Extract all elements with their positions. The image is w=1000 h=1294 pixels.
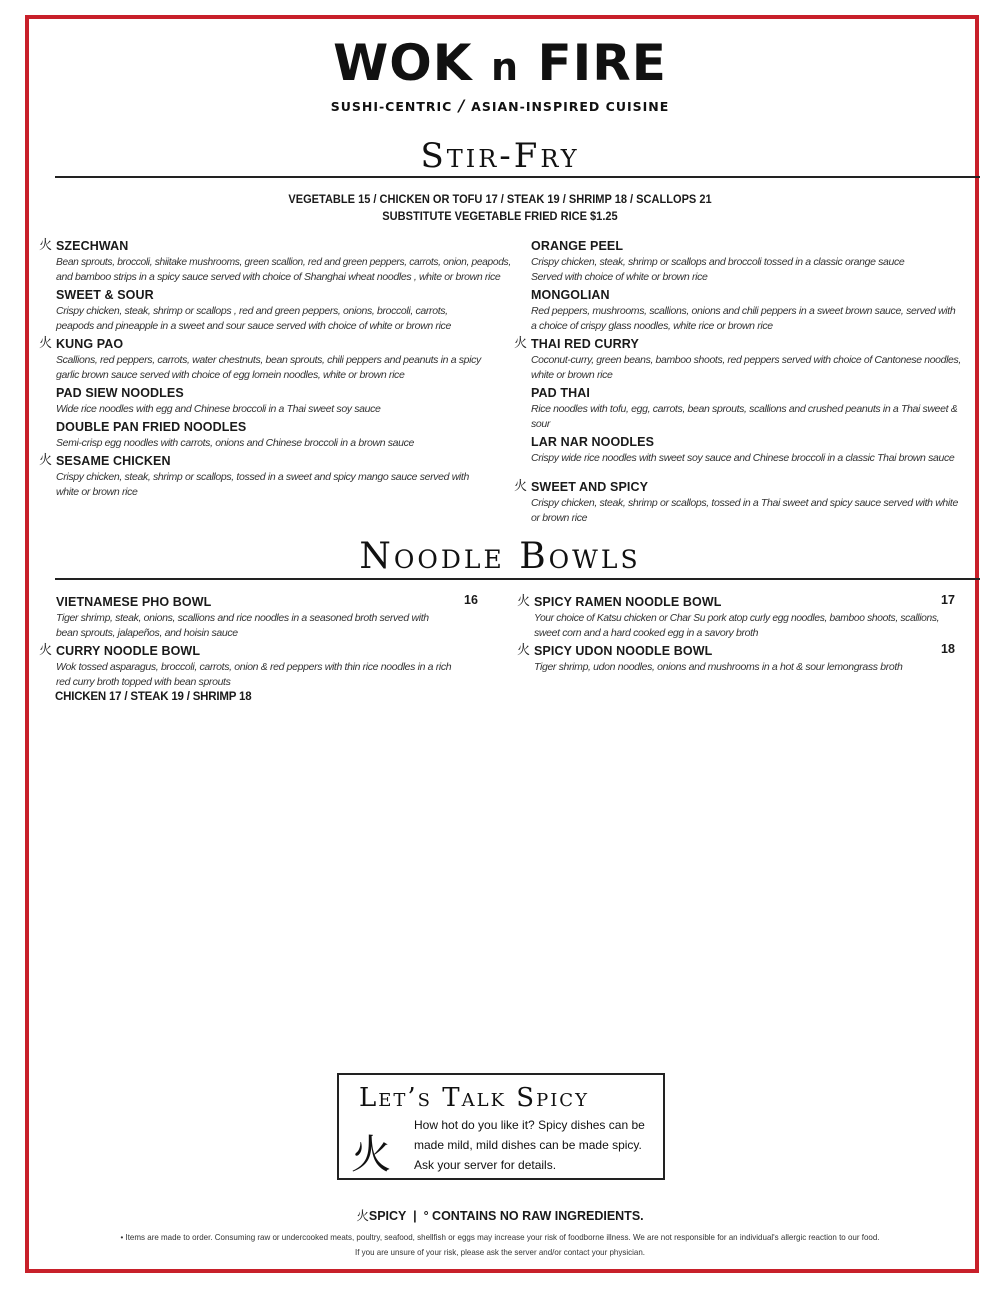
menu-item-description: Crispy wide rice noodles with sweet soy sauce and Chinese broccoli in a classic Thai brown sauce	[531, 452, 955, 464]
menu-item-name: SZECHWAN	[56, 239, 129, 253]
menu-item-description: sweet corn and a hard cooked egg in a savory broth	[534, 627, 759, 639]
menu-item-description: Your choice of Katsu chicken or Char Su pork atop curly egg noodles, bamboo shoots, scallions,	[534, 612, 940, 624]
menu-item	[531, 384, 961, 432]
menu-item-name: SPICY UDON NOODLE BOWL	[534, 644, 713, 658]
menu-item-description: Crispy chicken, steak, shrimp or scallops , red and green peppers, onions, broccoli, carrots,	[56, 305, 448, 317]
menu-item-description: white or brown rice	[56, 486, 138, 498]
menu-item-name: VIETNAMESE PHO BOWL	[56, 595, 212, 609]
curry-addons: CHICKEN 17 / STEAK 19 / SHRIMP 18	[55, 691, 252, 703]
menu-item-description: Semi-crisp egg noodles with carrots, onions and Chinese broccoli in a brown sauce	[56, 437, 415, 449]
menu-item-description: Crispy chicken, steak, shrimp or scallops, tossed in a sweet and spicy mango sauce served with	[56, 471, 469, 483]
menu-item	[531, 286, 961, 334]
spicy-box-title: Let’s Talk Spicy	[359, 1083, 589, 1113]
fire-icon: 火	[39, 238, 53, 253]
menu-item	[531, 478, 961, 526]
menu-item-description: Scallions, red peppers, carrots, water chestnuts, bean sprouts, chili peppers and peanuts in a spicy	[56, 354, 481, 366]
menu-item	[56, 418, 511, 451]
menu-item	[56, 384, 511, 417]
menu-legend: 火SPICY | ° CONTAINS NO RAW INGREDIENTS.	[356, 1209, 644, 1223]
menu-item-description: or brown rice	[531, 512, 588, 524]
menu-item-description: white or brown rice	[531, 369, 613, 381]
menu-item	[531, 237, 961, 285]
menu-item-description: Coconut-curry, green beans, bamboo shoots, red peppers served with choice of Cantonese noodles,	[531, 354, 961, 366]
stir-fry-title: Stir-Fry	[420, 136, 580, 176]
menu-item-description: garlic brown sauce served with choice of egg lomein noodles, white or brown rice	[56, 369, 405, 381]
menu-item-price: 17	[941, 593, 955, 607]
food-safety-disclaimer: • Items are made to order. Consuming raw or undercooked meats, poultry, seafood, shellfish or eggs may increase your risk of foodborne illness. We are not responsible for an individual's allergic reaction to our food. If you are unsure of your risk, please ask the server and/or contact your physician.	[120, 1232, 880, 1257]
menu-item-price: 18	[941, 642, 955, 656]
lets-talk-spicy-box	[337, 1073, 665, 1180]
fire-icon: 火	[39, 336, 53, 351]
menu-item	[56, 335, 511, 383]
menu-item	[56, 286, 511, 334]
menu-item-name: SPICY RAMEN NOODLE BOWL	[534, 595, 722, 609]
menu-item-description: peapods and pineapple in a sweet and sour sauce served with choice of white or brown rice	[56, 320, 451, 332]
menu-item	[534, 642, 939, 675]
fire-icon: 火	[517, 643, 531, 658]
menu-item-description: Wok tossed asparagus, broccoli, carrots, onion & red peppers with thin rice noodles in a rich	[56, 661, 452, 673]
menu-item-description: Wide rice noodles with egg and Chinese broccoli in a Thai sweet soy sauce	[56, 403, 381, 415]
menu-item-name: THAI RED CURRY	[531, 337, 639, 351]
menu-item-description: red curry broth topped with bean sprouts	[56, 676, 231, 688]
fire-icon: 火	[356, 1209, 369, 1223]
brand-logo: WOK n FIRE	[333, 34, 667, 92]
menu-item-name: SWEET & SOUR	[56, 288, 154, 302]
menu-item-name: LAR NAR NOODLES	[531, 435, 655, 449]
menu-item	[531, 433, 961, 466]
menu-item	[531, 335, 961, 383]
stir-fry-prices: VEGETABLE 15 / CHICKEN OR TOFU 17 / STEAK 19 / SHRIMP 18 / SCALLOPS 21 SUBSTITUTE VEGETABLE FRIED RICE $1.25	[288, 192, 712, 223]
menu-item-name: SWEET AND SPICY	[531, 480, 649, 494]
menu-item-description: and bamboo strips in a spicy sauce served with choice of Shanghai wheat noodles , white or brown rice	[56, 271, 501, 283]
fire-icon: 火	[517, 594, 531, 609]
menu-item-description: Bean sprouts, broccoli, shiitake mushrooms, green scallion, red and green peppers, carrots, onion, peapods,	[56, 256, 511, 268]
menu-item-name: DOUBLE PAN FRIED NOODLES	[56, 420, 247, 434]
menu-item-description: Red peppers, mushrooms, scallions, onions and chili peppers in a sweet brown sauce, served with	[531, 305, 956, 317]
spicy-box-text: How hot do you like it? Spicy dishes can be made mild, mild dishes can be made spicy. Ask your server for details.	[414, 1118, 645, 1172]
menu-item-name: PAD SIEW NOODLES	[56, 386, 184, 400]
menu-item-description: a choice of crispy glass noodles, white rice or brown rice	[531, 320, 773, 332]
menu-item-description: Served with choice of white or brown rice	[531, 271, 708, 283]
noodle-bowls-title: Noodle Bowls	[359, 536, 641, 577]
noodle-bowls-divider	[55, 578, 980, 580]
menu-item-price: 16	[464, 593, 478, 607]
menu-item-description: Crispy chicken, steak, shrimp or scallops, tossed in a Thai sweet and spicy sauce served with white	[531, 497, 958, 509]
menu-item-description: Rice noodles with tofu, egg, carrots, bean sprouts, scallions and crushed peanuts in a Thai sweet &	[531, 403, 958, 415]
fire-icon: 火	[351, 1132, 391, 1178]
fire-icon: 火	[39, 453, 53, 468]
menu-item-description: Tiger shrimp, steak, onions, scallions and rice noodles in a seasoned broth served with	[56, 612, 429, 624]
brand-tagline: SUSHI-CENTRIC / ASIAN-INSPIRED CUISINE	[330, 96, 670, 115]
menu-item	[56, 593, 456, 641]
fire-icon: 火	[39, 643, 53, 658]
menu-item	[56, 642, 456, 690]
menu-item-description: bean sprouts, jalapeños, and hoisin sauce	[56, 627, 238, 639]
menu-item-name: MONGOLIAN	[531, 288, 610, 302]
menu-item-description: Tiger shrimp, udon noodles, onions and mushrooms in a hot & sour lemongrass broth	[534, 661, 903, 673]
menu-item	[56, 452, 511, 500]
fire-icon: 火	[514, 479, 528, 494]
menu-item-name: ORANGE PEEL	[531, 239, 624, 253]
fire-icon: 火	[514, 336, 528, 351]
menu-item	[56, 237, 511, 285]
menu-item-name: PAD THAI	[531, 386, 590, 400]
menu-item-name: KUNG PAO	[56, 337, 124, 351]
stir-fry-divider	[55, 176, 980, 178]
menu-item-name: CURRY NOODLE BOWL	[56, 644, 201, 658]
menu-item	[534, 593, 939, 641]
menu-item-description: Crispy chicken, steak, shrimp or scallops and broccoli tossed in a classic orange sauce	[531, 256, 905, 268]
menu-item-name: SESAME CHICKEN	[56, 454, 171, 468]
menu-item-description: sour	[531, 418, 551, 430]
